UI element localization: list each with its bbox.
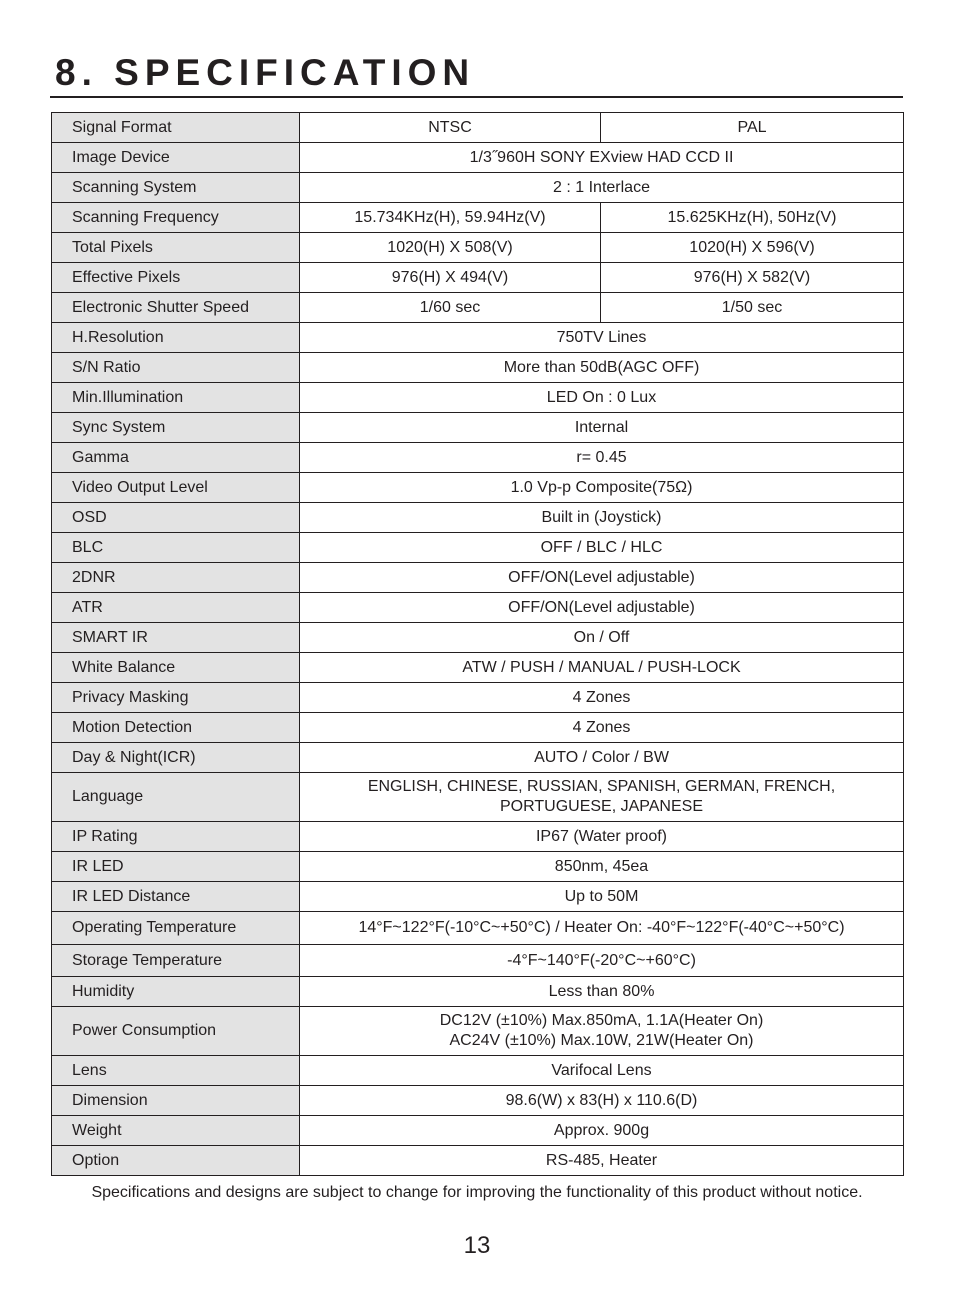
spec-table-body	[52, 113, 904, 1176]
page-title: 8. SPECIFICATION	[55, 52, 476, 93]
spec-row	[52, 1146, 904, 1176]
spec-label: Sync System	[52, 413, 300, 443]
spec-value	[300, 1007, 904, 1056]
spec-value-ntsc: 15.734KHz(H), 59.94Hz(V)	[300, 203, 601, 233]
title-divider	[50, 96, 903, 98]
spec-label: Scanning System	[52, 173, 300, 203]
spec-label: Option	[52, 1146, 300, 1176]
spec-row	[52, 203, 904, 233]
spec-value-line: AC24V (±10%) Max.10W, 21W(Heater On)	[449, 1032, 754, 1049]
spec-value: -4°F~140°F(-20°C~+60°C)	[300, 945, 904, 977]
spec-value: LED On : 0 Lux	[300, 383, 904, 413]
spec-table	[51, 112, 904, 1176]
spec-row	[52, 173, 904, 203]
spec-row	[52, 852, 904, 882]
spec-value-pal: 1/50 sec	[601, 293, 904, 323]
spec-row	[52, 413, 904, 443]
spec-row	[52, 263, 904, 293]
spec-label: Lens	[52, 1056, 300, 1086]
footnote: Specifications and designs are subject to change for improving the functionality of this product without notice.	[91, 1184, 863, 1201]
page-number: 13	[463, 1232, 491, 1259]
spec-label: Power Consumption	[52, 1007, 300, 1056]
spec-row	[52, 563, 904, 593]
spec-row	[52, 1007, 904, 1056]
spec-row	[52, 713, 904, 743]
spec-value-line: PORTUGUESE, JAPANESE	[499, 798, 703, 815]
spec-value: Varifocal Lens	[300, 1056, 904, 1086]
spec-row	[52, 653, 904, 683]
spec-value: 1/3˝960H SONY EXview HAD CCD II	[300, 143, 904, 173]
spec-label: Weight	[52, 1116, 300, 1146]
spec-value: Built in (Joystick)	[300, 503, 904, 533]
spec-value: On / Off	[300, 623, 904, 653]
spec-row	[52, 323, 904, 353]
spec-row	[52, 383, 904, 413]
spec-value: Less than 80%	[300, 977, 904, 1007]
spec-value: OFF / BLC / HLC	[300, 533, 904, 563]
spec-value: OFF/ON(Level adjustable)	[300, 563, 904, 593]
spec-row	[52, 533, 904, 563]
spec-value: 4 Zones	[300, 713, 904, 743]
spec-row	[52, 143, 904, 173]
spec-row	[52, 912, 904, 945]
spec-value-pal: 1020(H) X 596(V)	[601, 233, 904, 263]
spec-label: IR LED	[52, 852, 300, 882]
spec-label: SMART IR	[52, 623, 300, 653]
spec-label: BLC	[52, 533, 300, 563]
spec-label: Signal Format	[52, 113, 300, 143]
spec-label: Electronic Shutter Speed	[52, 293, 300, 323]
spec-value: 98.6(W) x 83(H) x 110.6(D)	[300, 1086, 904, 1116]
spec-row	[52, 743, 904, 773]
spec-value: 750TV Lines	[300, 323, 904, 353]
spec-value-ntsc: 1020(H) X 508(V)	[300, 233, 601, 263]
spec-value: 850nm, 45ea	[300, 852, 904, 882]
spec-label: Language	[52, 773, 300, 822]
spec-value-ntsc: 1/60 sec	[300, 293, 601, 323]
spec-row	[52, 113, 904, 143]
spec-value: OFF/ON(Level adjustable)	[300, 593, 904, 623]
spec-value: 2 : 1 Interlace	[300, 173, 904, 203]
spec-value: 1.0 Vp-p Composite(75Ω)	[300, 473, 904, 503]
spec-row	[52, 293, 904, 323]
spec-row	[52, 473, 904, 503]
spec-value: More than 50dB(AGC OFF)	[300, 353, 904, 383]
spec-row	[52, 822, 904, 852]
spec-value	[300, 773, 904, 822]
spec-label: White Balance	[52, 653, 300, 683]
spec-label: 2DNR	[52, 563, 300, 593]
spec-value: 14°F~122°F(-10°C~+50°C) / Heater On: -40°F~122°F(-40°C~+50°C)	[300, 912, 904, 945]
spec-label: IR LED Distance	[52, 882, 300, 912]
spec-value-ntsc: 976(H) X 494(V)	[300, 263, 601, 293]
spec-label: Day & Night(ICR)	[52, 743, 300, 773]
spec-value-pal: 976(H) X 582(V)	[601, 263, 904, 293]
spec-value: r= 0.45	[300, 443, 904, 473]
spec-label: Dimension	[52, 1086, 300, 1116]
spec-label: Operating Temperature	[52, 912, 300, 945]
spec-row	[52, 1116, 904, 1146]
spec-value: RS-485, Heater	[300, 1146, 904, 1176]
spec-value: AUTO / Color / BW	[300, 743, 904, 773]
spec-label: Storage Temperature	[52, 945, 300, 977]
spec-row	[52, 443, 904, 473]
spec-value-line: ENGLISH, CHINESE, RUSSIAN, SPANISH, GERMAN, FRENCH,	[367, 778, 836, 795]
spec-label: Video Output Level	[52, 473, 300, 503]
spec-row	[52, 623, 904, 653]
spec-value: 4 Zones	[300, 683, 904, 713]
spec-label: Gamma	[52, 443, 300, 473]
spec-row	[52, 945, 904, 977]
spec-row	[52, 1086, 904, 1116]
spec-row	[52, 593, 904, 623]
spec-value: Approx. 900g	[300, 1116, 904, 1146]
spec-label: Motion Detection	[52, 713, 300, 743]
spec-row	[52, 353, 904, 383]
spec-label: Effective Pixels	[52, 263, 300, 293]
spec-label: Privacy Masking	[52, 683, 300, 713]
spec-value: Internal	[300, 413, 904, 443]
spec-label: Image Device	[52, 143, 300, 173]
spec-label: Total Pixels	[52, 233, 300, 263]
spec-row	[52, 882, 904, 912]
spec-row	[52, 977, 904, 1007]
spec-label: IP Rating	[52, 822, 300, 852]
spec-row	[52, 683, 904, 713]
spec-label: Humidity	[52, 977, 300, 1007]
spec-value: ATW / PUSH / MANUAL / PUSH-LOCK	[300, 653, 904, 683]
spec-row	[52, 503, 904, 533]
spec-label: ATR	[52, 593, 300, 623]
spec-row	[52, 1056, 904, 1086]
spec-value: IP67 (Water proof)	[300, 822, 904, 852]
spec-row	[52, 773, 904, 822]
spec-label: S/N Ratio	[52, 353, 300, 383]
spec-value: Up to 50M	[300, 882, 904, 912]
spec-value-line: DC12V (±10%) Max.850mA, 1.1A(Heater On)	[439, 1012, 764, 1029]
spec-label: H.Resolution	[52, 323, 300, 353]
spec-label: Min.Illumination	[52, 383, 300, 413]
spec-value-pal: PAL	[601, 113, 904, 143]
spec-label: OSD	[52, 503, 300, 533]
spec-row	[52, 233, 904, 263]
spec-label: Scanning Frequency	[52, 203, 300, 233]
spec-value-ntsc: NTSC	[300, 113, 601, 143]
spec-value-pal: 15.625KHz(H), 50Hz(V)	[601, 203, 904, 233]
